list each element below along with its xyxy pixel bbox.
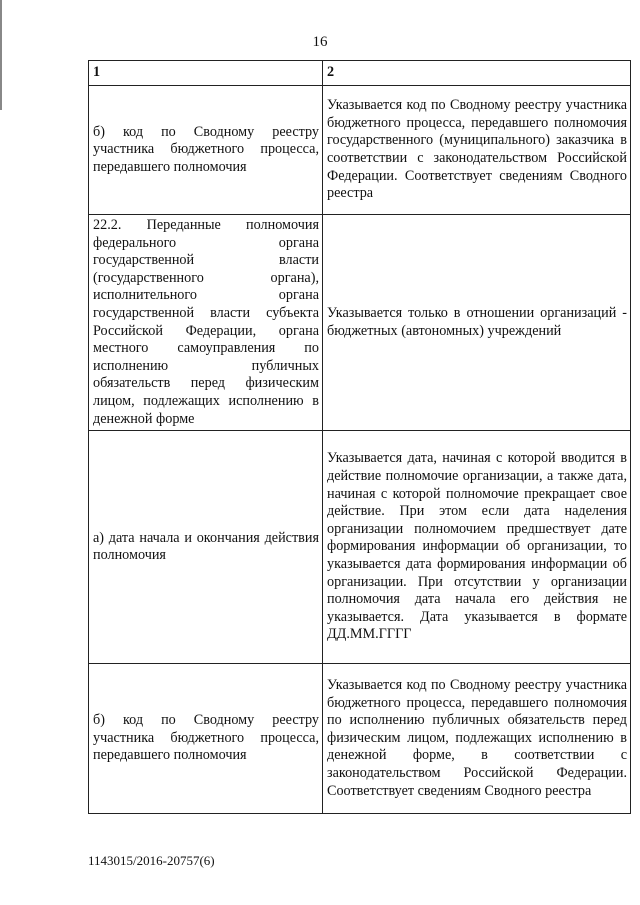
- row-field-description: б) код по Сводному реестру участника бюджетного процесса, передавшего полномочия: [89, 664, 323, 814]
- page-number: 16: [312, 34, 328, 50]
- table-header-row: [89, 61, 631, 86]
- row-field-description: 22.2. Переданные полномочия федерального органа государственной власти (государственного органа), исполнительного органа государственной власти субъекта Российской Федерации, органа местного самоуправления по исполнению публичных обязательств перед физическим лицом, подлежащих исполнению в денежной форме: [89, 215, 323, 431]
- document-code: 1143015/2016-20757(6): [88, 853, 215, 868]
- table-row: [89, 431, 631, 664]
- row-fill-instruction: Указывается дата, начиная с которой вводится в действие полномочие организации, а также дата, начиная с которой полномочие прекращает свое действие. При этом если дата наделения организации полномочием предшествует дате формирования информации об организации, то указывается дата формирования информации об организации. При отсутствии у организации полномочия дата начала его действия не указывается. Дата указывается в формате ДД.ММ.ГГГГ: [323, 431, 631, 664]
- table-row: [89, 86, 631, 215]
- row-fill-instruction: Указывается код по Сводному реестру участника бюджетного процесса, передавшего полномочия по исполнению публичных обязательств перед физическим лицом, подлежащих исполнению в денежной форме, в соответствии с законодательством Российской Федерации. Соответствует сведениям Сводного реестра: [323, 664, 631, 814]
- row-fill-instruction: Указывается только в отношении организаций - бюджетных (автономных) учреждений: [323, 215, 631, 431]
- table-row: [89, 215, 631, 431]
- scan-edge-mark: [0, 0, 2, 110]
- row-field-description: а) дата начала и окончания действия полномочия: [89, 431, 323, 664]
- row-fill-instruction: Указывается код по Сводному реестру участника бюджетного процесса, передавшего полномочия государственного (муниципального) заказчика в соответствии с законодательством Российской Федерации. Соответствует сведениям Сводного реестра: [323, 86, 631, 215]
- requirements-table: [88, 60, 631, 814]
- column-header-1: 1: [89, 61, 323, 86]
- column-header-2: 2: [323, 61, 631, 86]
- row-field-description: б) код по Сводному реестру участника бюджетного процесса, передавшего полномочия: [89, 86, 323, 215]
- table-row: [89, 664, 631, 814]
